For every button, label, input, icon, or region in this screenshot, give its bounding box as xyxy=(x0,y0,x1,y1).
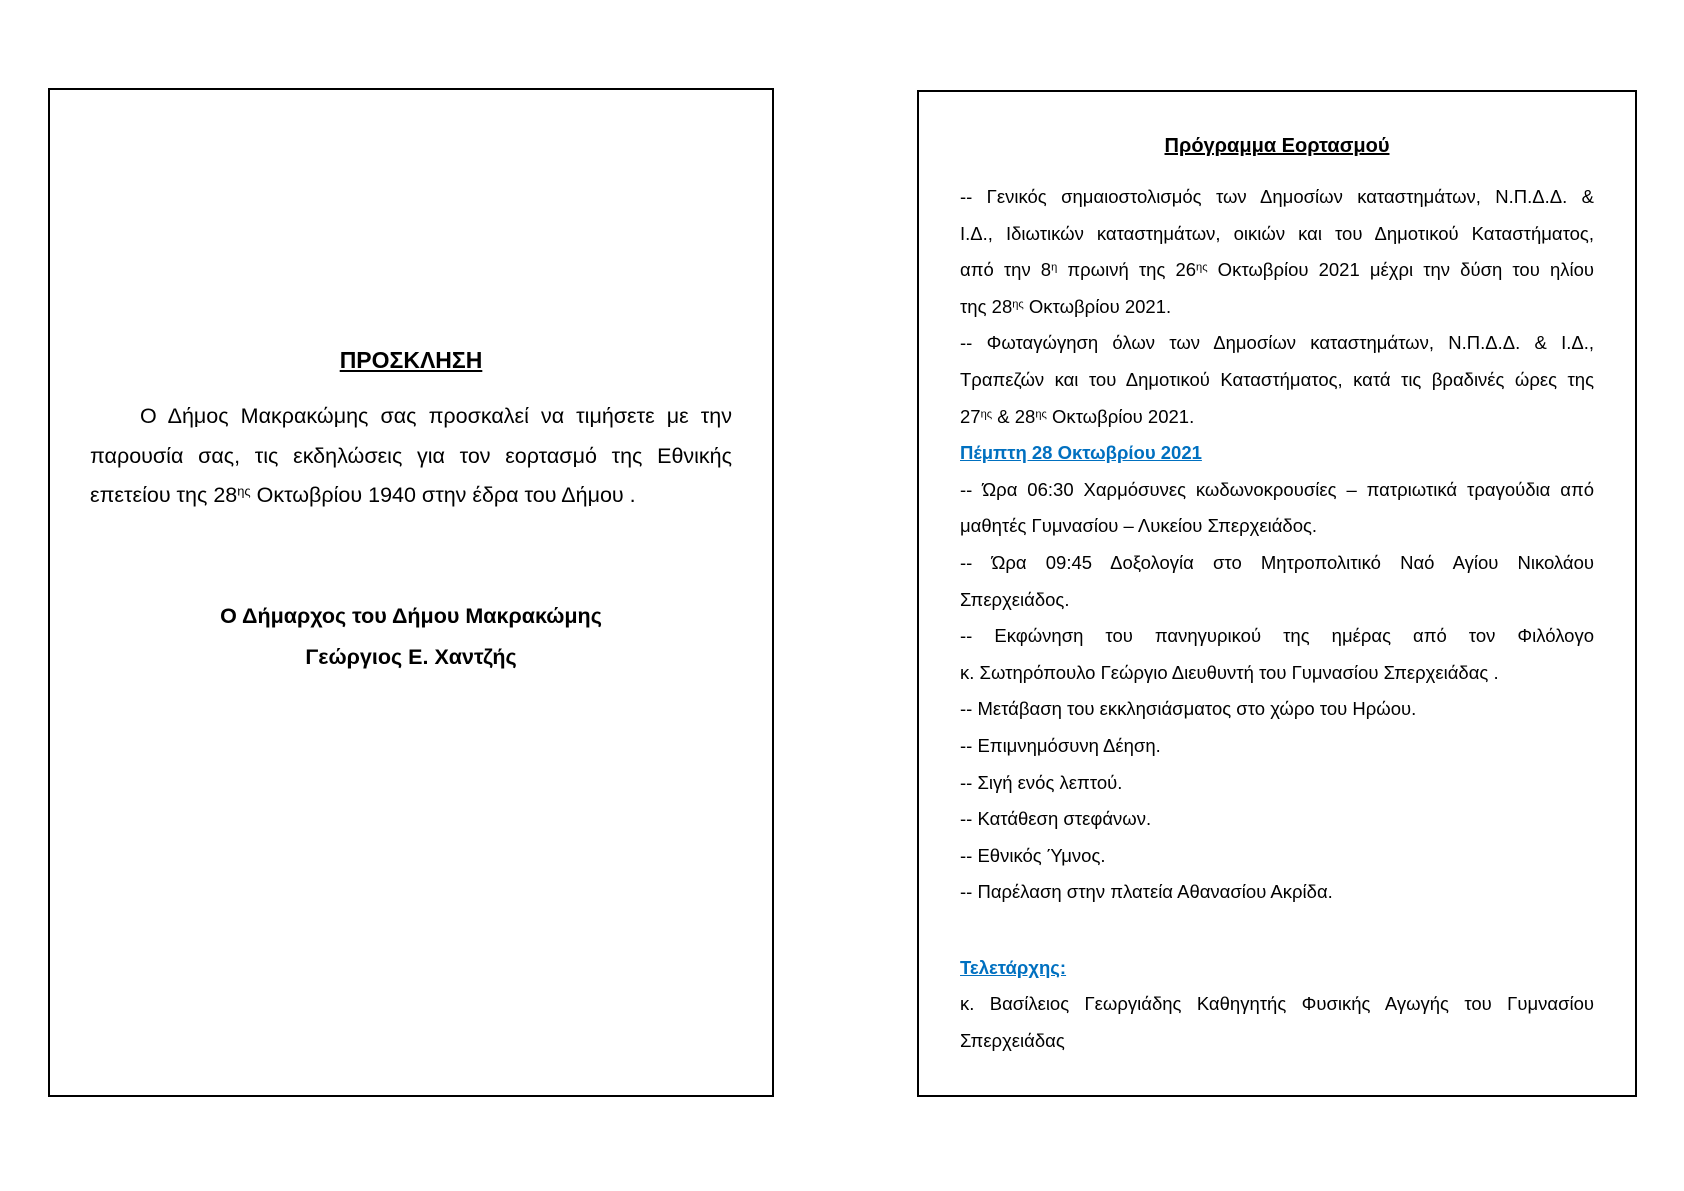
program-text-line: -- Εκφώνηση του πανηγυρικού της ημέρας από τον Φιλόλογο xyxy=(960,625,1594,647)
invitation-text-line: παρουσία σας, τις εκδηλώσεις για τον εορτασμό της Εθνικής xyxy=(90,443,732,468)
program-text-line: μαθητές Γυμνασίου – Λυκείου Σπερχειάδος. xyxy=(960,515,1318,537)
program-text-line: -- Ώρα 09:45 Δοξολογία στο Μητροπολιτικό Ναό Αγίου Νικολάου xyxy=(960,551,1594,573)
invitation-title: ΠΡΟΣΚΛΗΣΗ xyxy=(339,347,483,373)
program-text-line: κ. Βασίλειος Γεωργιάδης Καθηγητής Φυσικής Αγωγής του Γυμνασίου xyxy=(960,993,1594,1015)
section-heading: Πέμπτη 28 Οκτωβρίου 2021 xyxy=(960,442,1202,464)
invitation-text-line: επετείου της $28^{\eta\varsigma}$ Οκτωβρίου 1940 στην έδρα του Δήμου . xyxy=(90,483,636,507)
invitation-page xyxy=(48,88,774,1097)
program-text-line: -- Γενικός σημαιοστολισμός των Δημοσίων καταστημάτων, Ν.Π.Δ.Δ. & xyxy=(960,186,1594,207)
program-text-line: -- Φωταγώγηση όλων των Δημοσίων καταστημάτων, Ν.Π.Δ.Δ. & Ι.Δ., xyxy=(960,332,1594,354)
section-heading: Τελετάρχης: xyxy=(960,956,1067,978)
invitation-text-line: Ο Δήμος Μακρακώμης σας προσκαλεί να τιμήσετε με την xyxy=(140,404,732,428)
program-page xyxy=(917,90,1637,1097)
program-text-line: από την $8^\eta$ πρωινή της $26^{\eta\varsigma}$ Οκτωβρίου 2021 μέχρι την δύση του ηλίου xyxy=(960,259,1594,281)
program-text-line: κ. Σωτηρόπουλο Γεώργιο Διευθυντή του Γυμνασίου Σπερχειάδας . xyxy=(960,661,1499,683)
program-text-line: -- Ώρα 06:30 Χαρμόσυνες κωδωνοκρουσίες – πατριωτικά τραγούδια από xyxy=(960,478,1594,500)
signature-line: Ο Δήμαρχος του Δήμου Μακρακώμης xyxy=(220,603,602,628)
signature-block xyxy=(90,596,732,678)
invitation-title-row xyxy=(90,340,732,380)
program-text-line: Τραπεζών και του Δημοτικού Καταστήματος, κατά τις βραδινές ώρες της xyxy=(960,368,1594,390)
program-body xyxy=(960,179,1594,1060)
signature-line: Γεώργιος Ε. Χαντζής xyxy=(305,644,517,669)
program-title-row xyxy=(960,128,1594,165)
invitation-paragraph xyxy=(90,397,732,516)
program-text-line: $27^{\eta\varsigma}$ & $28^{\eta\varsigma}$ Οκτωβρίου 2021. xyxy=(960,405,1195,427)
program-text-line: Σπερχειάδας xyxy=(960,1030,1065,1052)
program-text-line: -- Μετάβαση του εκκλησιάσματος στο χώρο του Ηρώου. xyxy=(960,698,1417,720)
program-title: Πρόγραμμα Εορτασμού xyxy=(1164,135,1390,157)
program-text-line: Ι.Δ., Ιδιωτικών καταστημάτων, οικιών και του Δημοτικού Καταστήματος, xyxy=(960,222,1594,244)
program-text-line: -- Κατάθεση στεφάνων. xyxy=(960,808,1152,830)
program-text-line: -- Εθνικός Ύμνος. xyxy=(960,844,1106,866)
program-text-line: Σπερχειάδος. xyxy=(960,588,1070,610)
program-text-line: της $28^{\eta\varsigma}$ Οκτωβρίου 2021. xyxy=(960,295,1172,317)
program-text-line: -- Παρέλαση στην πλατεία Αθανασίου Ακρίδα. xyxy=(960,881,1333,903)
program-text-line: -- Σιγή ενός λεπτού. xyxy=(960,771,1123,793)
program-text-line: -- Επιμνημόσυνη Δέηση. xyxy=(960,734,1161,756)
